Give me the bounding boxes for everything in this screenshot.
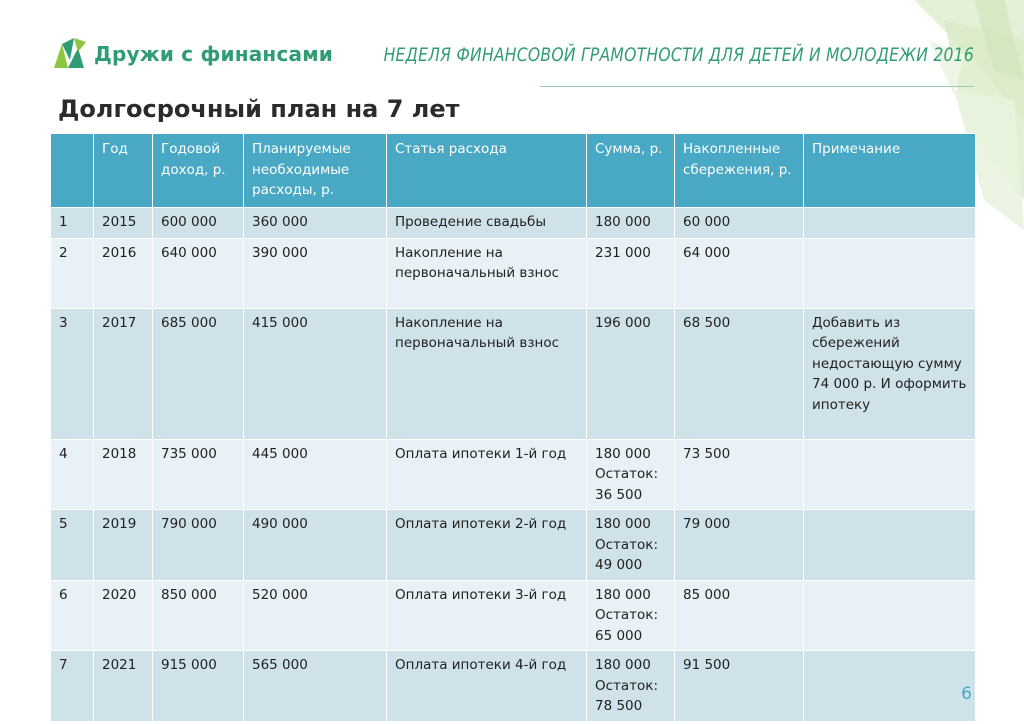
cell-item: Оплата ипотеки 2-й год (387, 510, 587, 581)
cell-year: 2016 (94, 238, 153, 308)
cell-sum: 180 000 Остаток: 78 500 (587, 651, 675, 722)
cell-sum: 180 000 Остаток: 65 000 (587, 580, 675, 651)
col-header-sum: Сумма, р. (587, 134, 675, 208)
cell-sum: 180 000 Остаток: 49 000 (587, 510, 675, 581)
logo-text: Дружи с финансами (94, 42, 333, 66)
cell-savings: 73 500 (675, 439, 804, 510)
table-row (51, 510, 976, 581)
plan-table (50, 133, 976, 722)
cell-savings: 64 000 (675, 238, 804, 308)
cell-note (804, 439, 976, 510)
cell-savings: 79 000 (675, 510, 804, 581)
col-header-savings: Накопленные сбережения, р. (675, 134, 804, 208)
table-row (51, 580, 976, 651)
event-title: НЕДЕЛЯ ФИНАНСОВОЙ ГРАМОТНОСТИ ДЛЯ ДЕТЕЙ И МОЛОДЕЖИ 2016 (383, 44, 974, 66)
cell-year: 2017 (94, 308, 153, 439)
cell-note (804, 651, 976, 722)
cell-item: Накопление на первоначальный взнос (387, 308, 587, 439)
cell-expenses: 490 000 (244, 510, 387, 581)
cell-expenses: 445 000 (244, 439, 387, 510)
col-header-income: Годовой доход, р. (153, 134, 244, 208)
cell-income: 790 000 (153, 510, 244, 581)
cell-sum: 180 000 Остаток: 36 500 (587, 439, 675, 510)
cell-expenses: 360 000 (244, 207, 387, 238)
cell-year: 2018 (94, 439, 153, 510)
cell-income: 850 000 (153, 580, 244, 651)
cell-number: 4 (51, 439, 94, 510)
cell-expenses: 390 000 (244, 238, 387, 308)
cell-note (804, 238, 976, 308)
col-header-item: Статья расхода (387, 134, 587, 208)
cell-year: 2020 (94, 580, 153, 651)
cell-number: 7 (51, 651, 94, 722)
cell-income: 600 000 (153, 207, 244, 238)
cell-number: 5 (51, 510, 94, 581)
cell-income: 640 000 (153, 238, 244, 308)
cell-number: 3 (51, 308, 94, 439)
table-row (51, 238, 976, 308)
cell-expenses: 565 000 (244, 651, 387, 722)
cell-savings: 68 500 (675, 308, 804, 439)
cell-savings: 85 000 (675, 580, 804, 651)
table-row (51, 207, 976, 238)
logo-icon (52, 38, 86, 70)
cell-income: 735 000 (153, 439, 244, 510)
cell-year: 2015 (94, 207, 153, 238)
col-header-note: Примечание (804, 134, 976, 208)
cell-note (804, 510, 976, 581)
table-row (51, 439, 976, 510)
page-number: 6 (961, 684, 972, 704)
page-title: Долгосрочный план на 7 лет (58, 95, 460, 123)
cell-item: Оплата ипотеки 3-й год (387, 580, 587, 651)
table-header-row (51, 134, 976, 208)
cell-item: Проведение свадьбы (387, 207, 587, 238)
col-header-number (51, 134, 94, 208)
brand-logo (52, 38, 333, 70)
cell-expenses: 415 000 (244, 308, 387, 439)
cell-income: 685 000 (153, 308, 244, 439)
cell-note: Добавить из сбережений недостающую сумму 74 000 р. И оформить ипотеку (804, 308, 976, 439)
cell-expenses: 520 000 (244, 580, 387, 651)
table-row (51, 651, 976, 722)
col-header-year: Год (94, 134, 153, 208)
cell-year: 2021 (94, 651, 153, 722)
cell-savings: 60 000 (675, 207, 804, 238)
col-header-expenses: Планируемые необходимые расходы, р. (244, 134, 387, 208)
table-row (51, 308, 976, 439)
cell-note (804, 207, 976, 238)
cell-sum: 180 000 (587, 207, 675, 238)
cell-item: Оплата ипотеки 1-й год (387, 439, 587, 510)
cell-sum: 196 000 (587, 308, 675, 439)
cell-sum: 231 000 (587, 238, 675, 308)
header-divider (540, 86, 974, 87)
cell-item: Оплата ипотеки 4-й год (387, 651, 587, 722)
cell-number: 2 (51, 238, 94, 308)
cell-year: 2019 (94, 510, 153, 581)
cell-number: 1 (51, 207, 94, 238)
cell-income: 915 000 (153, 651, 244, 722)
cell-note (804, 580, 976, 651)
cell-item: Накопление на первоначальный взнос (387, 238, 587, 308)
cell-savings: 91 500 (675, 651, 804, 722)
cell-number: 6 (51, 580, 94, 651)
